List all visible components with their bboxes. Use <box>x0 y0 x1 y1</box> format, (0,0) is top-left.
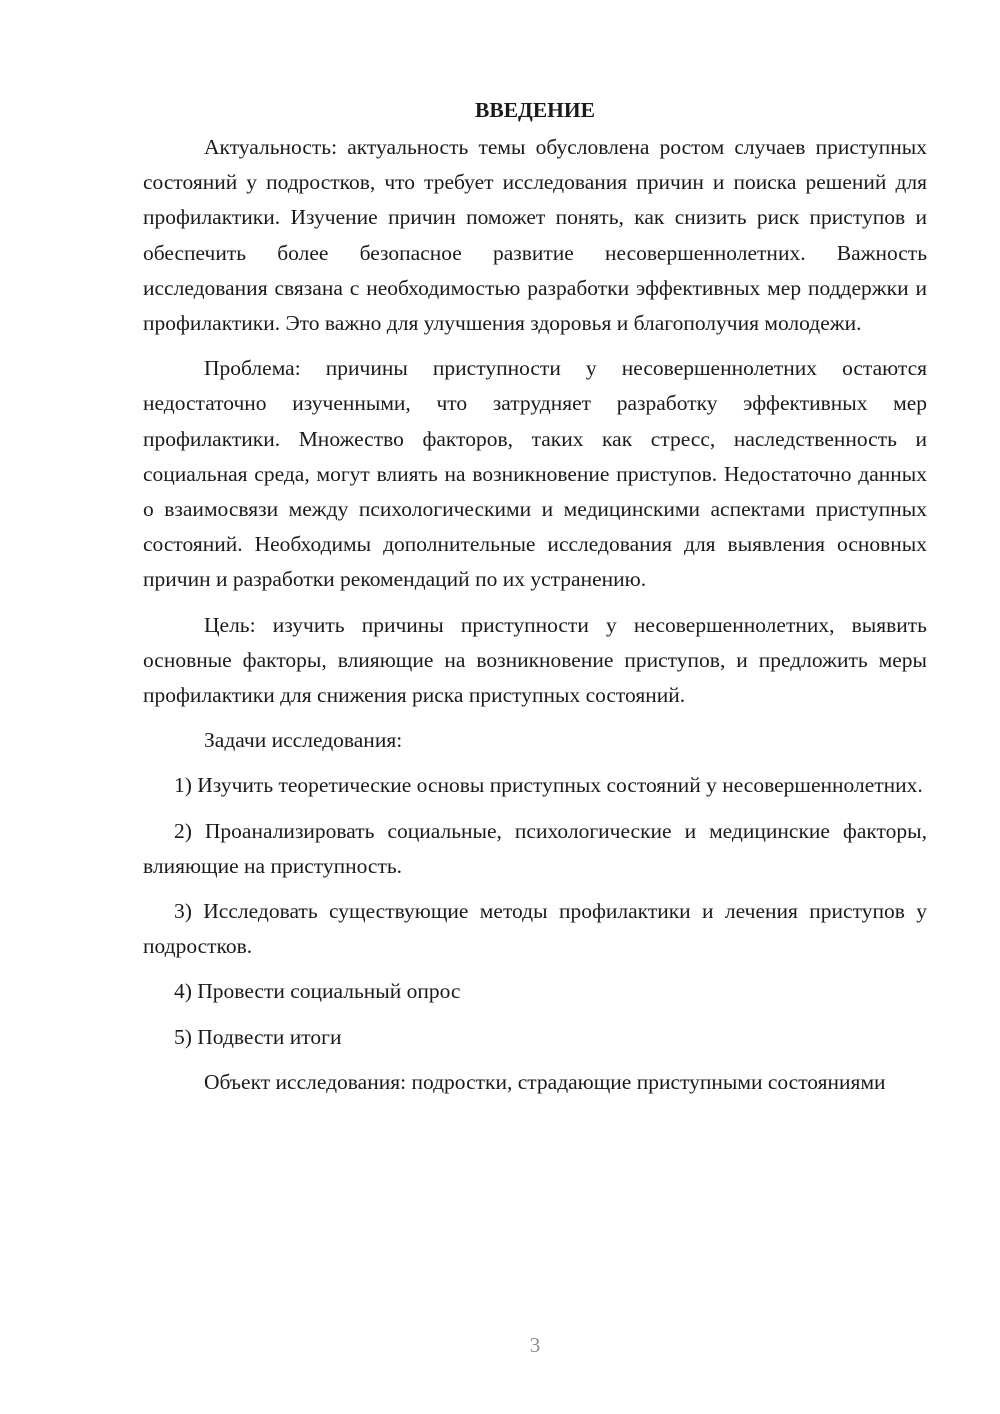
paragraph-goal: Цель: изучить причины приступности у несовершеннолетних, выявить основные факторы, влияющие на возникновение приступов, и предложить меры профилактики для снижения риска приступных состояний. <box>143 612 927 708</box>
task-item-1: 1) Изучить теоретические основы приступных состояний у несовершеннолетних. <box>174 773 923 798</box>
page-number: 3 <box>529 1333 541 1357</box>
document-page <box>143 95 927 1110</box>
task-item-2: 2) Проанализировать социальные, психологические и медицинские факторы, влияющие на приступность. <box>143 818 927 878</box>
paragraph-object: Объект исследования: подростки, страдающие приступными состояниями <box>204 1069 886 1094</box>
paragraph-relevance: Актуальность: актуальность темы обусловлена ростом случаев приступных состояний у подростков, что требует исследования причин и поиска решений для профилактики. Изучение причин поможет понять, как снизить риск приступов и обеспечить более безопасное развитие несовершеннолетних. Важность исследования связана с необходимостью разработки эффективных мер поддержки и профилактики. Это важно для улучшения здоровья и благополучия молодежи. <box>143 135 927 336</box>
tasks-heading: Задачи исследования: <box>204 728 403 753</box>
task-item-3: 3) Исследовать существующие методы профилактики и лечения приступов у подростков. <box>143 899 927 959</box>
task-item-5: 5) Подвести итоги <box>174 1024 342 1049</box>
task-item-4: 4) Провести социальный опрос <box>174 979 461 1004</box>
section-heading: ВВЕДЕНИЕ <box>475 98 595 122</box>
paragraph-problem: Проблема: причины приступности у несовершеннолетних остаются недостаточно изученными, что затрудняет разработку эффективных мер профилактики. Множество факторов, таких как стресс, наследственность и социальная среда, могут влиять на возникновение приступов. Недостаточно данных о взаимосвязи между психологическими и медицинскими аспектами приступных состояний. Необходимы дополнительные исследования для выявления основных причин и разработки рекомендаций по их устранению. <box>143 356 927 592</box>
